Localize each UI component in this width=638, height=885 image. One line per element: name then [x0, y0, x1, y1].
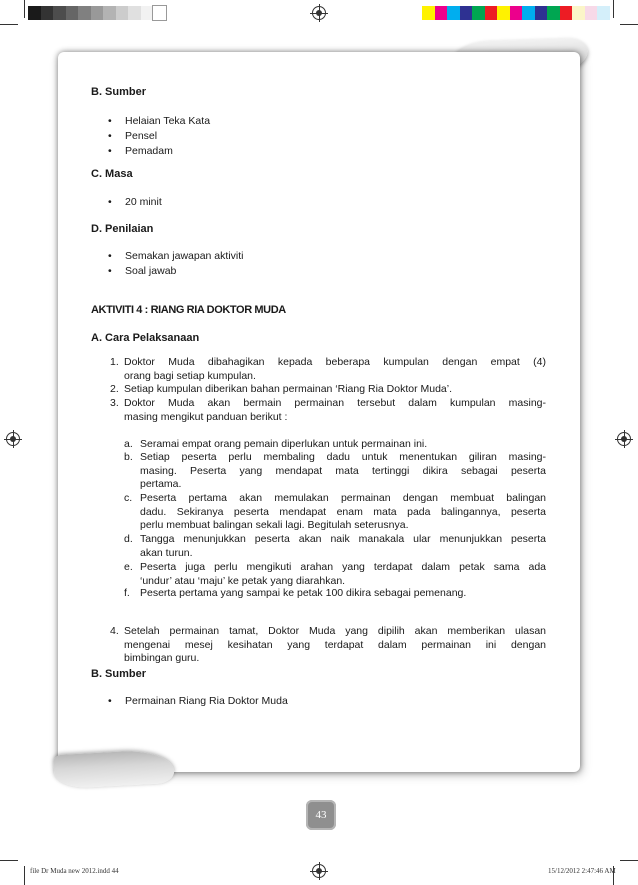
- substep-line: Tangga menunjukkan peserta akan naik manakala ular menunjukkan peserta: [140, 533, 546, 545]
- gray-swatch: [153, 6, 166, 20]
- color-swatch: [547, 6, 560, 20]
- step-number: 2.: [110, 383, 119, 395]
- color-swatch: [585, 6, 598, 20]
- substep-letter: f.: [124, 587, 130, 599]
- color-swatch: [572, 6, 585, 20]
- crop-mark: [620, 24, 638, 25]
- substep-letter: b.: [124, 451, 133, 463]
- crop-mark: [0, 24, 18, 25]
- registration-mark-right: [617, 432, 631, 446]
- step-number: 1.: [110, 356, 119, 368]
- color-swatch: [510, 6, 523, 20]
- list-item: • Helaian Teka Kata: [125, 115, 210, 127]
- procedure-step: [110, 625, 546, 666]
- substep-letter: a.: [124, 438, 133, 450]
- step-number: 3.: [110, 397, 119, 409]
- crop-mark: [24, 866, 25, 885]
- procedure-substep: [124, 587, 546, 601]
- color-swatch: [560, 6, 573, 20]
- crop-mark: [613, 0, 614, 18]
- gray-swatch: [28, 6, 41, 20]
- step-number: 4.: [110, 625, 119, 637]
- gray-swatch: [53, 6, 66, 20]
- step-line: Setelah permainan tamat, Doktor Muda yang dipilih akan memberikan ulasan: [124, 625, 546, 637]
- step-line: mengenai mesej kesihatan yang terdapat dalam permainan ini dengan: [124, 638, 546, 651]
- list-item: • Pensel: [125, 130, 157, 142]
- list-item: • Permainan Riang Ria Doktor Muda: [125, 695, 288, 707]
- grayscale-calibration-bar: [28, 6, 166, 20]
- substep-line: masing. Peserta yang mendapat mata tertinggi dikira sebagai peserta: [140, 464, 546, 477]
- substep-line: pertama.: [140, 478, 182, 490]
- substep-letter: d.: [124, 533, 133, 545]
- list-item: • 20 minit: [125, 196, 162, 208]
- step-line: bimbingan guru.: [124, 652, 200, 664]
- list-item: • Soal jawab: [125, 265, 176, 277]
- crop-mark: [0, 860, 18, 861]
- heading-sumber-2: B. Sumber: [91, 668, 147, 680]
- gray-swatch: [141, 6, 154, 20]
- registration-mark-top: [312, 6, 326, 20]
- step-line: Setiap kumpulan diberikan bahan permainan ‘Riang Ria Doktor Muda’.: [124, 383, 453, 395]
- substep-line: Peserta juga perlu mengikuti arahan yang terdapat dalam petak sama ada: [140, 561, 546, 573]
- substep-line: Peserta pertama akan memulakan permainan dengan membuat balingan: [140, 492, 546, 504]
- substep-line: Seramai empat orang pemain diperlukan untuk permainan ini.: [140, 438, 428, 450]
- paper-curl-bottom: [53, 749, 175, 789]
- substep-line: dadu. Sekiranya peserta mendapat enam mata pada balingannya, peserta: [140, 505, 546, 518]
- heading-penilaian: D. Penilaian: [91, 223, 154, 235]
- procedure-step: [110, 397, 546, 424]
- list-item: • Semakan jawapan aktiviti: [125, 250, 243, 262]
- crop-mark: [24, 0, 25, 18]
- color-swatch: [422, 6, 435, 20]
- step-line: masing mengikut panduan berikut :: [124, 410, 288, 423]
- page-number: 43: [306, 800, 336, 830]
- list-item: • Pemadam: [125, 145, 173, 157]
- color-swatch: [460, 6, 473, 20]
- color-swatch: [485, 6, 498, 20]
- gray-swatch: [116, 6, 129, 20]
- footer-filename: file Dr Muda new 2012.indd 44: [30, 867, 119, 875]
- substep-line: Peserta pertama yang sampai ke petak 100 dikira sebagai pemenang.: [140, 587, 467, 599]
- gray-swatch: [41, 6, 54, 20]
- color-swatch: [472, 6, 485, 20]
- procedure-substep: [124, 438, 546, 452]
- color-swatch: [447, 6, 460, 20]
- gray-swatch: [66, 6, 79, 20]
- color-swatch: [522, 6, 535, 20]
- procedure-substep: [124, 451, 546, 492]
- color-swatch: [535, 6, 548, 20]
- substep-line: akan turun.: [140, 546, 193, 559]
- substep-line: ‘undur’ atau ‘maju’ ke petak yang diarahkan.: [140, 574, 346, 587]
- heading-masa: C. Masa: [91, 168, 133, 180]
- crop-mark: [620, 860, 638, 861]
- substep-letter: c.: [124, 492, 133, 504]
- procedure-substep: [124, 492, 546, 533]
- activity-title: AKTIVITI 4 : RIANG RIA DOKTOR MUDA: [91, 304, 286, 316]
- procedure-substep: [124, 533, 546, 560]
- gray-swatch: [128, 6, 141, 20]
- substep-line: Setiap peserta perlu membaling dadu untuk menentukan giliran masing-: [140, 451, 546, 463]
- gray-swatch: [78, 6, 91, 20]
- gray-swatch: [91, 6, 104, 20]
- color-calibration-bar: [422, 6, 610, 20]
- substep-letter: e.: [124, 561, 133, 573]
- procedure-step: [110, 383, 546, 397]
- gray-swatch: [103, 6, 116, 20]
- substep-line: perlu membuat balingan sekali lagi. Begitulah seterusnya.: [140, 519, 409, 531]
- color-swatch: [497, 6, 510, 20]
- footer-timestamp: 15/12/2012 2:47:46 AM: [548, 867, 616, 875]
- color-swatch: [597, 6, 610, 20]
- step-line: orang bagi setiap kumpulan.: [124, 369, 256, 382]
- heading-sumber: B. Sumber: [91, 86, 147, 98]
- heading-cara-pelaksanaan: A. Cara Pelaksanaan: [91, 332, 200, 344]
- procedure-substep: [124, 561, 546, 588]
- color-swatch: [435, 6, 448, 20]
- step-line: Doktor Muda dibahagikan kepada beberapa kumpulan dengan empat (4): [124, 356, 546, 368]
- step-line: Doktor Muda akan bermain permainan tersebut dalam kumpulan masing-: [124, 397, 546, 409]
- registration-mark-left: [6, 432, 20, 446]
- registration-mark-bottom: [312, 864, 326, 878]
- procedure-step: [110, 356, 546, 383]
